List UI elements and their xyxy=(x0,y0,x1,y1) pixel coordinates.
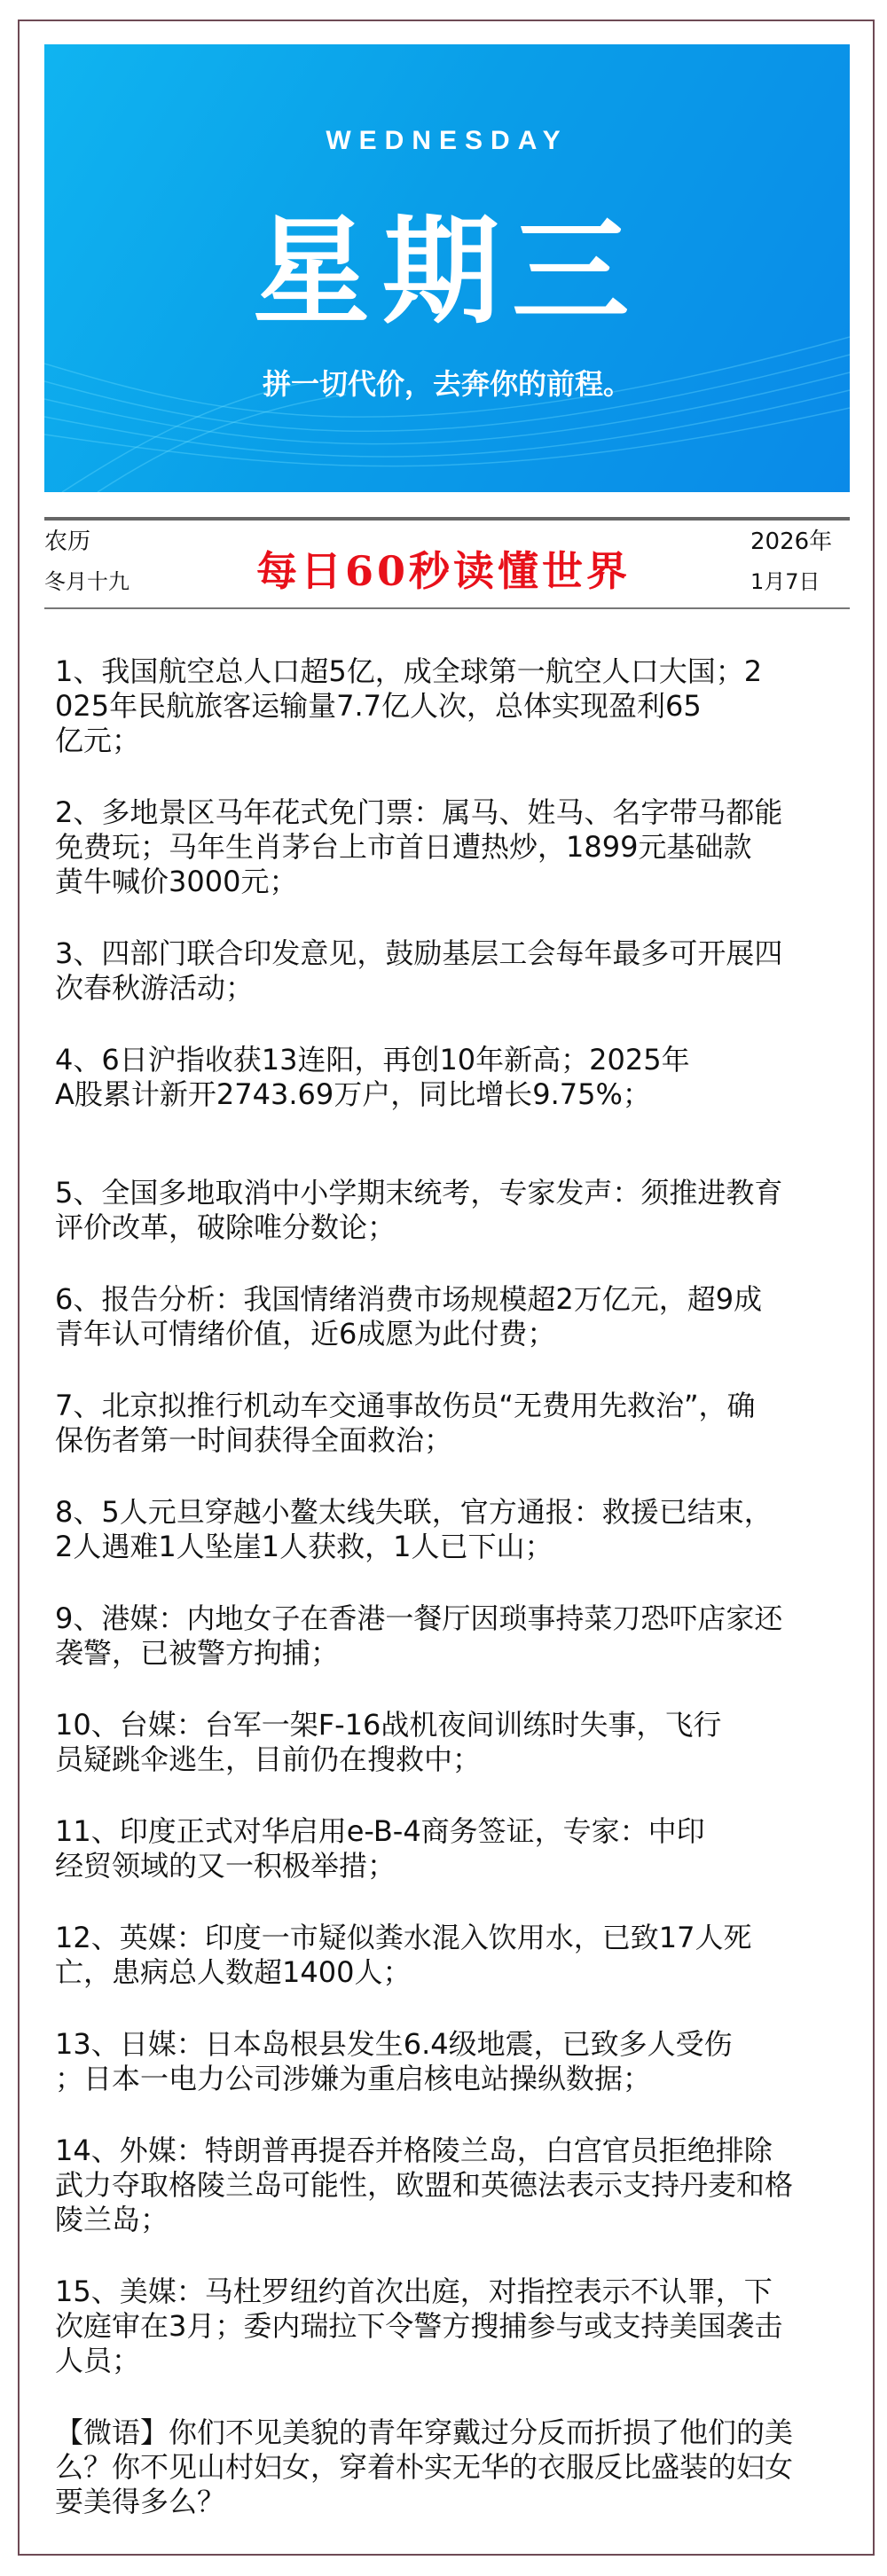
news-item: 14、外媒：特朗普再提吞并格陵兰岛，白宫官员拒绝排除 武力夺取格陵兰岛可能性，欧盟和英德法表示支持丹麦和格 陵兰岛； xyxy=(55,2134,794,2236)
year: 2026年 xyxy=(750,529,833,555)
header-bottom-rule xyxy=(44,607,850,609)
slogan: 拼一切代价，去奔你的前程。 xyxy=(262,367,632,401)
weekday-chinese: 星期三 xyxy=(253,203,641,341)
news-item: 1、我国航空总人口超5亿，成全球第一航空人口大国；2 025年民航旅客运输量7.7亿人次，总体实现盈利65 亿元； xyxy=(55,654,763,757)
news-item: 7、北京拟推行机动车交通事故伤员“无费用先救治”，确 保伤者第一时间获得全面救治； xyxy=(55,1389,756,1457)
daily-quote: 【微语】你们不见美貌的青年穿戴过分反而折损了他们的美 么？你不见山村妇女，穿着朴实无华的衣服反比盛装的妇女 要美得多么？ xyxy=(55,2415,794,2518)
news-item: 11、印度正式对华启用e-B-4商务签证，专家：中印 经贸领域的又一积极举措； xyxy=(55,1814,705,1883)
page-title: 每日60秒读懂世界 xyxy=(255,547,631,595)
news-item: 6、报告分析：我国情绪消费市场规模超2万亿元，超9成 青年认可情绪价值，近6成愿为此付费； xyxy=(55,1282,763,1351)
news-item: 5、全国多地取消中小学期末统考，专家发声：须推进教育 评价改革，破除唯分数论； xyxy=(55,1176,783,1244)
weekday-english: WEDNESDAY xyxy=(326,126,569,155)
lunar-calendar-label: 农历 xyxy=(44,529,91,555)
header-top-rule xyxy=(44,517,850,521)
month-day: 1月7日 xyxy=(750,569,820,594)
weekday-banner xyxy=(44,44,850,492)
lunar-date: 冬月十九 xyxy=(44,569,130,594)
news-item: 3、四部门联合印发意见，鼓励基层工会每年最多可开展四 次春秋游活动； xyxy=(55,936,783,1005)
news-item: 13、日媒：日本岛根县发生6.4级地震，已致多人受伤 ；日本一电力公司涉嫌为重启核电站操纵数据； xyxy=(55,2027,733,2095)
news-list xyxy=(55,654,853,2556)
news-item: 4、6日沪指收获13连阳，再创10年新高；2025年 A股累计新开2743.69万户，同比增长9.75%； xyxy=(55,1043,690,1111)
news-item: 9、港媒：内地女子在香港一餐厅因琐事持菜刀恐吓店家还 袭警，已被警方拘捕； xyxy=(55,1601,783,1670)
news-item: 2、多地景区马年花式免门票：属马、姓马、名字带马都能 免费玩；马年生肖茅台上市首日遭热炒，1899元基础款 黄牛喊价3000元； xyxy=(55,795,783,898)
news-item: 15、美媒：马杜罗纽约首次出庭，对指控表示不认罪，下 次庭审在3月；委内瑞拉下令警方搜捕参与或支持美国袭击 人员； xyxy=(55,2275,783,2377)
news-item: 12、英媒：印度一市疑似粪水混入饮用水，已致17人死 亡，患病总人数超1400人； xyxy=(55,1921,752,1989)
news-item: 10、台媒：台军一架F-16战机夜间训练时失事，飞行 员疑跳伞逃生，目前仍在搜救中； xyxy=(55,1708,722,1776)
news-item: 8、5人元旦穿越小鳌太线失联，官方通报：救援已结束， 2人遇难1人坠崖1人获救，1人已下山； xyxy=(55,1495,773,1563)
